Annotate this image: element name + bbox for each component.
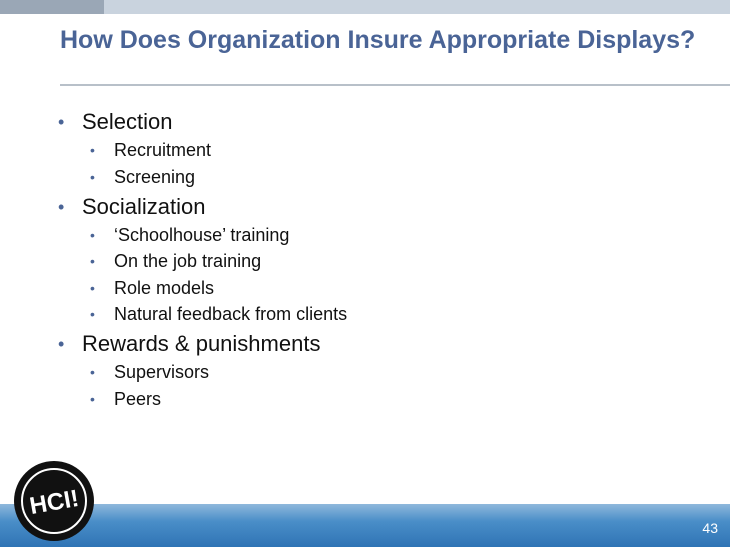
page-number: 43: [702, 520, 718, 536]
bullet-text: Supervisors: [114, 362, 210, 382]
bullet-icon: •: [90, 306, 95, 322]
bullet-text: On the job training: [114, 251, 262, 271]
bullet-text: Screening: [114, 167, 196, 187]
bullet-icon: •: [90, 169, 95, 185]
title-divider: [60, 84, 730, 86]
bullet-text: ‘Schoolhouse’ training: [114, 225, 290, 245]
bullet-text: Peers: [114, 389, 162, 409]
bullet-text: Natural feedback from clients: [114, 304, 348, 324]
bullet-icon: •: [90, 280, 95, 296]
bottom-footer-band: [0, 504, 730, 547]
bullet-icon: •: [58, 197, 65, 217]
bullet-icon: •: [90, 142, 95, 158]
top-decorative-band: [0, 0, 730, 14]
bullet-text: Rewards & punishments: [82, 331, 321, 356]
logo-text: HCI!: [27, 484, 81, 521]
bullet-icon: •: [90, 364, 95, 380]
bullet-icon: •: [58, 334, 65, 354]
bullet-icon: •: [90, 391, 95, 407]
bullet-icon: •: [90, 253, 95, 269]
top-decorative-band-accent: [0, 0, 104, 14]
hci-logo: [8, 455, 100, 547]
bullet-text: Socialization: [82, 194, 206, 219]
bullet-text: Role models: [114, 278, 215, 298]
slide-title: How Does Organization Insure Appropriate Displays?: [60, 26, 696, 54]
bullet-icon: •: [90, 227, 95, 243]
bullet-text: Recruitment: [114, 140, 212, 160]
bullet-text: Selection: [82, 109, 173, 134]
bullet-icon: •: [58, 112, 65, 132]
